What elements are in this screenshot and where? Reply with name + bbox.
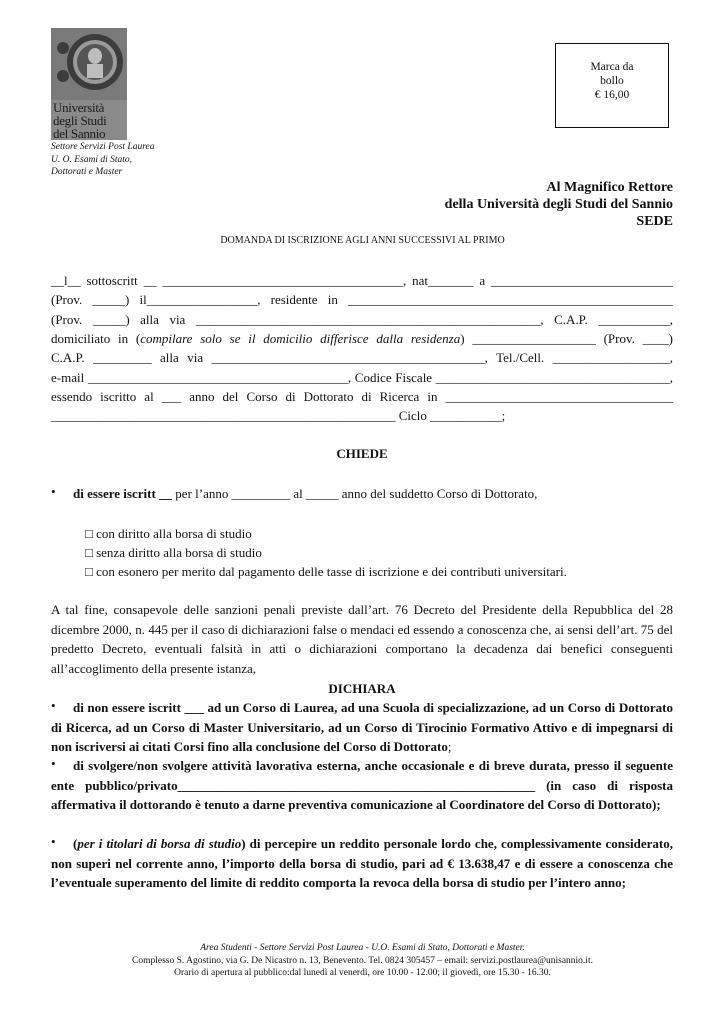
addressee-line: Al Magnifico Rettore <box>546 180 673 195</box>
stamp-line: bollo <box>600 75 624 87</box>
addressee <box>445 179 673 230</box>
form-line-cycle[interactable]: _____________________________________________________ Ciclo ___________; <box>51 408 506 423</box>
form-line-domicile[interactable] <box>51 329 673 348</box>
chiede-request-bold: di essere iscritt __ <box>73 486 173 501</box>
declaration-item-3-italic: per i titolari di borsa di studio <box>77 836 242 851</box>
chiede-request-text: per l’anno _________ al _____ anno del suddetto Corso di Dottorato, <box>172 486 538 501</box>
form-line-name[interactable]: __l__ sottoscritt __ _____________________________________, nat_______ a ____________________________ <box>51 273 673 288</box>
bullet-icon: • <box>51 698 56 713</box>
bullet-icon: • <box>51 484 56 499</box>
declaration-item-1 <box>51 698 673 757</box>
document-subject: DOMANDA DI ISCRIZIONE AGLI ANNI SUCCESSIVI AL PRIMO <box>220 235 505 246</box>
form-line-birth[interactable]: (Prov. _____) il_________________, residente in __________________________________________________ <box>51 292 673 307</box>
declaration-item-3-text: ) di percepire un reddito personale lordo che, complessivamente considerato, non superi nel corrente anno, l’importo della borsa di studio, pari ad € 13.638,47 e di essere a conoscenza che l’eventuale superamento del limite di reddito comporta la revoca della borsa di studio per l’intero anno; <box>51 836 673 890</box>
form-line-address[interactable]: (Prov. _____) alla via _____________________________________________________, C.A.P. ___________, <box>51 312 673 327</box>
chiede-request[interactable] <box>73 484 673 503</box>
logo-line-1: Università <box>53 100 105 115</box>
form-line-course[interactable]: essendo iscritto al ___ anno del Corso di Dottorato di Ricerca in ___________________________________ <box>51 389 673 404</box>
logo-line-2: degli Studi <box>53 113 107 128</box>
logo-line-3: del Sannio <box>53 126 106 141</box>
premise-paragraph: A tal fine, consapevole delle sanzioni penali previste dall’art. 76 Decreto del Presidente della Repubblica del 28 dicembre 2000, n. 445 per il caso di dichiarazioni false o mendaci ed essendo a conoscenza che, ai sensi dell’art. 75 del predetto Decreto, eventuali falsità in atti o dichiarazioni comportano la decadenza dai benefici conseguenti all’accoglimento della presente istanza, <box>51 602 673 676</box>
addressee-line: SEDE <box>636 214 673 229</box>
form-line-domicile-address[interactable]: C.A.P. _________ alla via __________________________________________, Tel./Cell. __________________, <box>51 350 673 365</box>
footer-line-1: Area Studenti - Settore Servizi Post Laurea - U.O. Esami di Stato, Dottorati e Master. <box>200 943 525 953</box>
revenue-stamp-box <box>555 43 669 128</box>
bullet-icon: • <box>51 756 56 771</box>
office-name <box>51 141 155 179</box>
addressee-line: della Università degli Studi del Sannio <box>444 197 673 212</box>
page-footer <box>0 942 725 980</box>
declaration-item-1-end: ; <box>447 739 452 754</box>
footer-line-3: Orario di apertura al pubblico:dal lunedì al venerdì, ore 10.00 - 12.00; il giovedì, ore 15.30 - 16.30. <box>174 968 551 978</box>
option-with-scholarship[interactable]: □ con diritto alla borsa di studio <box>85 526 252 541</box>
declaration-item-3: (per i titolari di borsa di studio) di percepire un reddito personale lordo che, complessivamente considerato, non superi nel corrente anno, l’importo della borsa di studio, pari ad € 13.638,47 e di essere a conoscenza che l’eventuale superamento del limite di reddito comporta la revoca della borsa di studio per l’intero anno; <box>51 836 673 890</box>
form-line-email[interactable]: e-mail ________________________________________, Codice Fiscale ____________________________________, <box>51 370 673 385</box>
stamp-line: € 16,00 <box>594 89 630 101</box>
office-line: U. O. Esami di Stato, <box>51 154 133 165</box>
declaration-item-1-text: di non essere iscritt ___ ad un Corso di Laurea, ad una Scuola di specializzazione, ad un Corso di Dottorato di Ricerca, ad un Corso di Master Universitario, ad un Corso di Tirocinio Formativo Attivo e di impegnarsi di non iscriversi ai citati Corsi fino alla conclusione del Corso di Dottorato <box>51 700 673 754</box>
dichiara-heading: DICHIARA <box>328 681 396 696</box>
chiede-heading: CHIEDE <box>336 446 388 461</box>
declaration-item-2: di svolgere/non svolgere attività lavorativa esterna, anche occasionale e di breve durata, presso il seguente ente pubblico/privato_______________________________________________________ (in caso di risposta affermativa il dottorando è tenuto a darne preventiva comunicazione al Coordinatore del Corso di Dottorato); <box>51 758 673 812</box>
seal-icon <box>51 28 127 100</box>
university-logo <box>51 28 127 140</box>
form-line-domicile-text: domiciliato in (compilare solo se il domicilio differisce dalla residenza) ___________________ (Prov. ____) <box>51 331 673 346</box>
bullet-icon: • <box>51 834 56 849</box>
stamp-line: Marca da <box>590 61 634 73</box>
footer-line-2: Complesso S. Agostino, via G. De Nicastro n. 13, Benevento. Tel. 0824 305457 – email: servizi.postlaurea@unisannio.it. <box>132 955 593 966</box>
office-line: Dottorati e Master <box>51 167 123 177</box>
domicile-note: compilare solo se il domicilio differisce dalla residenza <box>140 331 461 346</box>
option-without-scholarship[interactable]: □ senza diritto alla borsa di studio <box>85 545 262 560</box>
office-line: Settore Servizi Post Laurea <box>51 142 155 152</box>
option-fee-exemption[interactable]: □ con esonero per merito dal pagamento delle tasse di iscrizione e dei contributi universitari. <box>85 564 567 579</box>
